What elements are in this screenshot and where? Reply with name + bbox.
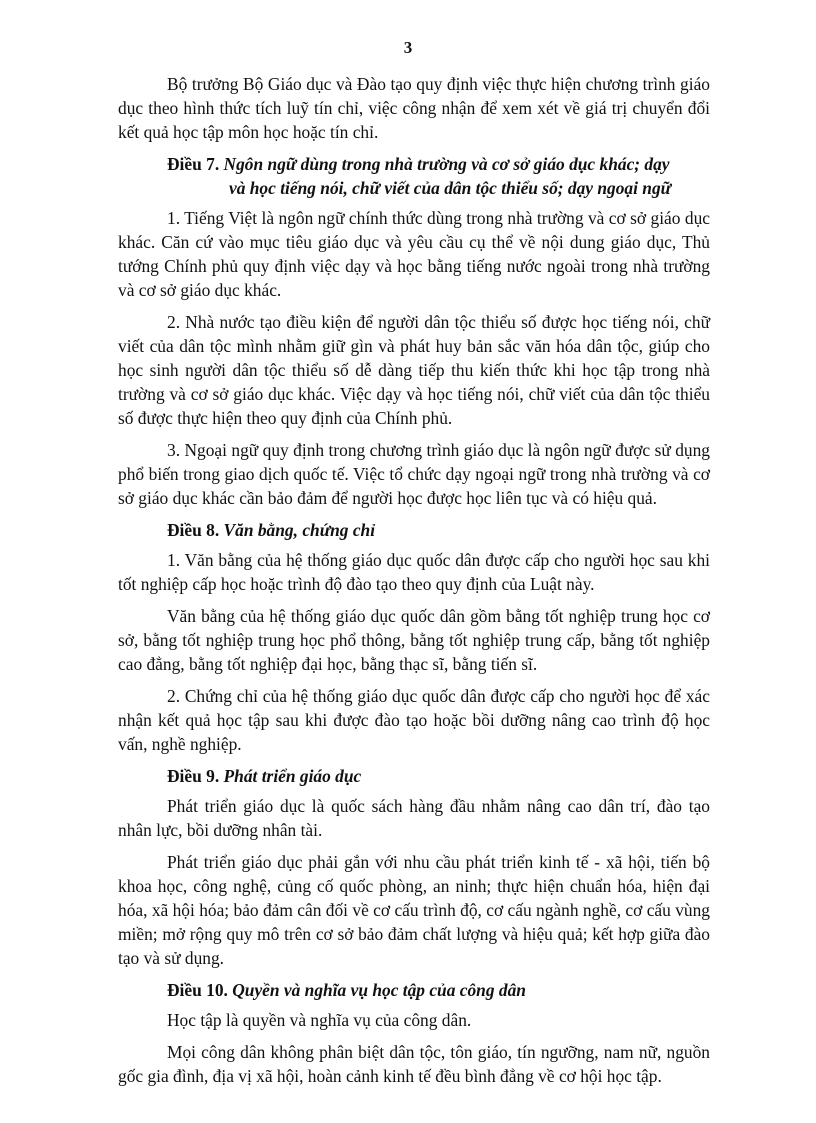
article-9-label: Điều 9. xyxy=(167,766,220,786)
article-7-heading xyxy=(118,152,710,200)
article-7-title-line2: và học tiếng nói, chữ viết của dân tộc thiểu số; dạy ngoại ngữ xyxy=(229,178,672,198)
article-7-title-line1: Ngôn ngữ dùng trong nhà trường và cơ sở giáo dục khác; dạy xyxy=(223,154,670,174)
article-9-title: Phát triển giáo dục xyxy=(223,766,362,786)
article-9-heading xyxy=(118,764,710,788)
article-9-paragraph: Phát triển giáo dục là quốc sách hàng đầu nhằm nâng cao dân trí, đào tạo nhân lực, bồi dưỡng nhân tài. xyxy=(118,796,710,840)
article-8-paragraph: 2. Chứng chỉ của hệ thống giáo dục quốc dân được cấp cho người học để xác nhận kết quả học tập sau khi được đào tạo hoặc bồi dưỡng nâng cao trình độ học vấn, nghề nghiệp. xyxy=(118,686,710,754)
page-number: 3 xyxy=(403,38,413,57)
article-8-heading xyxy=(118,518,710,542)
article-7-paragraph: 1. Tiếng Việt là ngôn ngữ chính thức dùng trong nhà trường và cơ sở giáo dục khác. Căn cứ vào mục tiêu giáo dục và yêu cầu cụ thể về nội dung giáo dục, Thủ tướng Chính phủ quy định việc dạy và học bằng tiếng nước ngoài trong nhà trường và cơ sở giáo dục khác. xyxy=(118,208,710,300)
article-8-title: Văn bằng, chứng chỉ xyxy=(223,520,376,540)
article-10-heading xyxy=(118,978,710,1002)
article-10-title: Quyền và nghĩa vụ học tập của công dân xyxy=(232,980,526,1000)
article-7-paragraph: 2. Nhà nước tạo điều kiện để người dân tộc thiểu số được học tiếng nói, chữ viết của dân tộc mình nhằm giữ gìn và phát huy bản sắc văn hóa dân tộc, giúp cho học sinh người dân tộc thiểu số dễ dàng tiếp thu kiến thức khi học tập trong nhà trường và cơ sở giáo dục khác. Việc dạy và học tiếng nói, chữ viết của dân tộc thiểu số được thực hiện theo quy định của Chính phủ. xyxy=(118,312,710,428)
intro-paragraph: Bộ trưởng Bộ Giáo dục và Đào tạo quy định việc thực hiện chương trình giáo dục theo hình thức tích luỹ tín chỉ, việc công nhận để xem xét về giá trị chuyển đổi kết quả học tập môn học hoặc tín chỉ. xyxy=(118,74,710,142)
article-7-paragraph: 3. Ngoại ngữ quy định trong chương trình giáo dục là ngôn ngữ được sử dụng phổ biến trong giao dịch quốc tế. Việc tổ chức dạy ngoại ngữ trong nhà trường và cơ sở giáo dục khác cần bảo đảm để người học được học liên tục và có hiệu quả. xyxy=(118,440,710,508)
article-10-label: Điều 10. xyxy=(167,980,228,1000)
article-8-paragraph: 1. Văn bằng của hệ thống giáo dục quốc dân được cấp cho người học sau khi tốt nghiệp cấp học hoặc trình độ đào tạo theo quy định của Luật này. xyxy=(118,550,710,594)
article-9-paragraph: Phát triển giáo dục phải gắn với nhu cầu phát triển kinh tế - xã hội, tiến bộ khoa học, công nghệ, củng cố quốc phòng, an ninh; thực hiện chuẩn hóa, hiện đại hóa, xã hội hóa; bảo đảm cân đối về cơ cấu trình độ, cơ cấu ngành nghề, cơ cấu vùng miền; mở rộng quy mô trên cơ sở bảo đảm chất lượng và hiệu quả; kết hợp giữa đào tạo và sử dụng. xyxy=(118,852,710,968)
article-8-paragraph: Văn bằng của hệ thống giáo dục quốc dân gồm bằng tốt nghiệp trung học cơ sở, bằng tốt nghiệp trung học phổ thông, bằng tốt nghiệp trung cấp, bằng tốt nghiệp cao đẳng, bằng tốt nghiệp đại học, bằng thạc sĩ, bằng tiến sĩ. xyxy=(118,606,710,674)
article-10-paragraph: Học tập là quyền và nghĩa vụ của công dân. xyxy=(167,1010,472,1030)
article-8-label: Điều 8. xyxy=(167,520,220,540)
article-7-label: Điều 7. xyxy=(167,154,220,174)
article-10-paragraph: Mọi công dân không phân biệt dân tộc, tôn giáo, tín ngưỡng, nam nữ, nguồn gốc gia đình, địa vị xã hội, hoàn cảnh kinh tế đều bình đẳng về cơ hội học tập. xyxy=(118,1042,710,1086)
document-body xyxy=(118,72,710,1096)
